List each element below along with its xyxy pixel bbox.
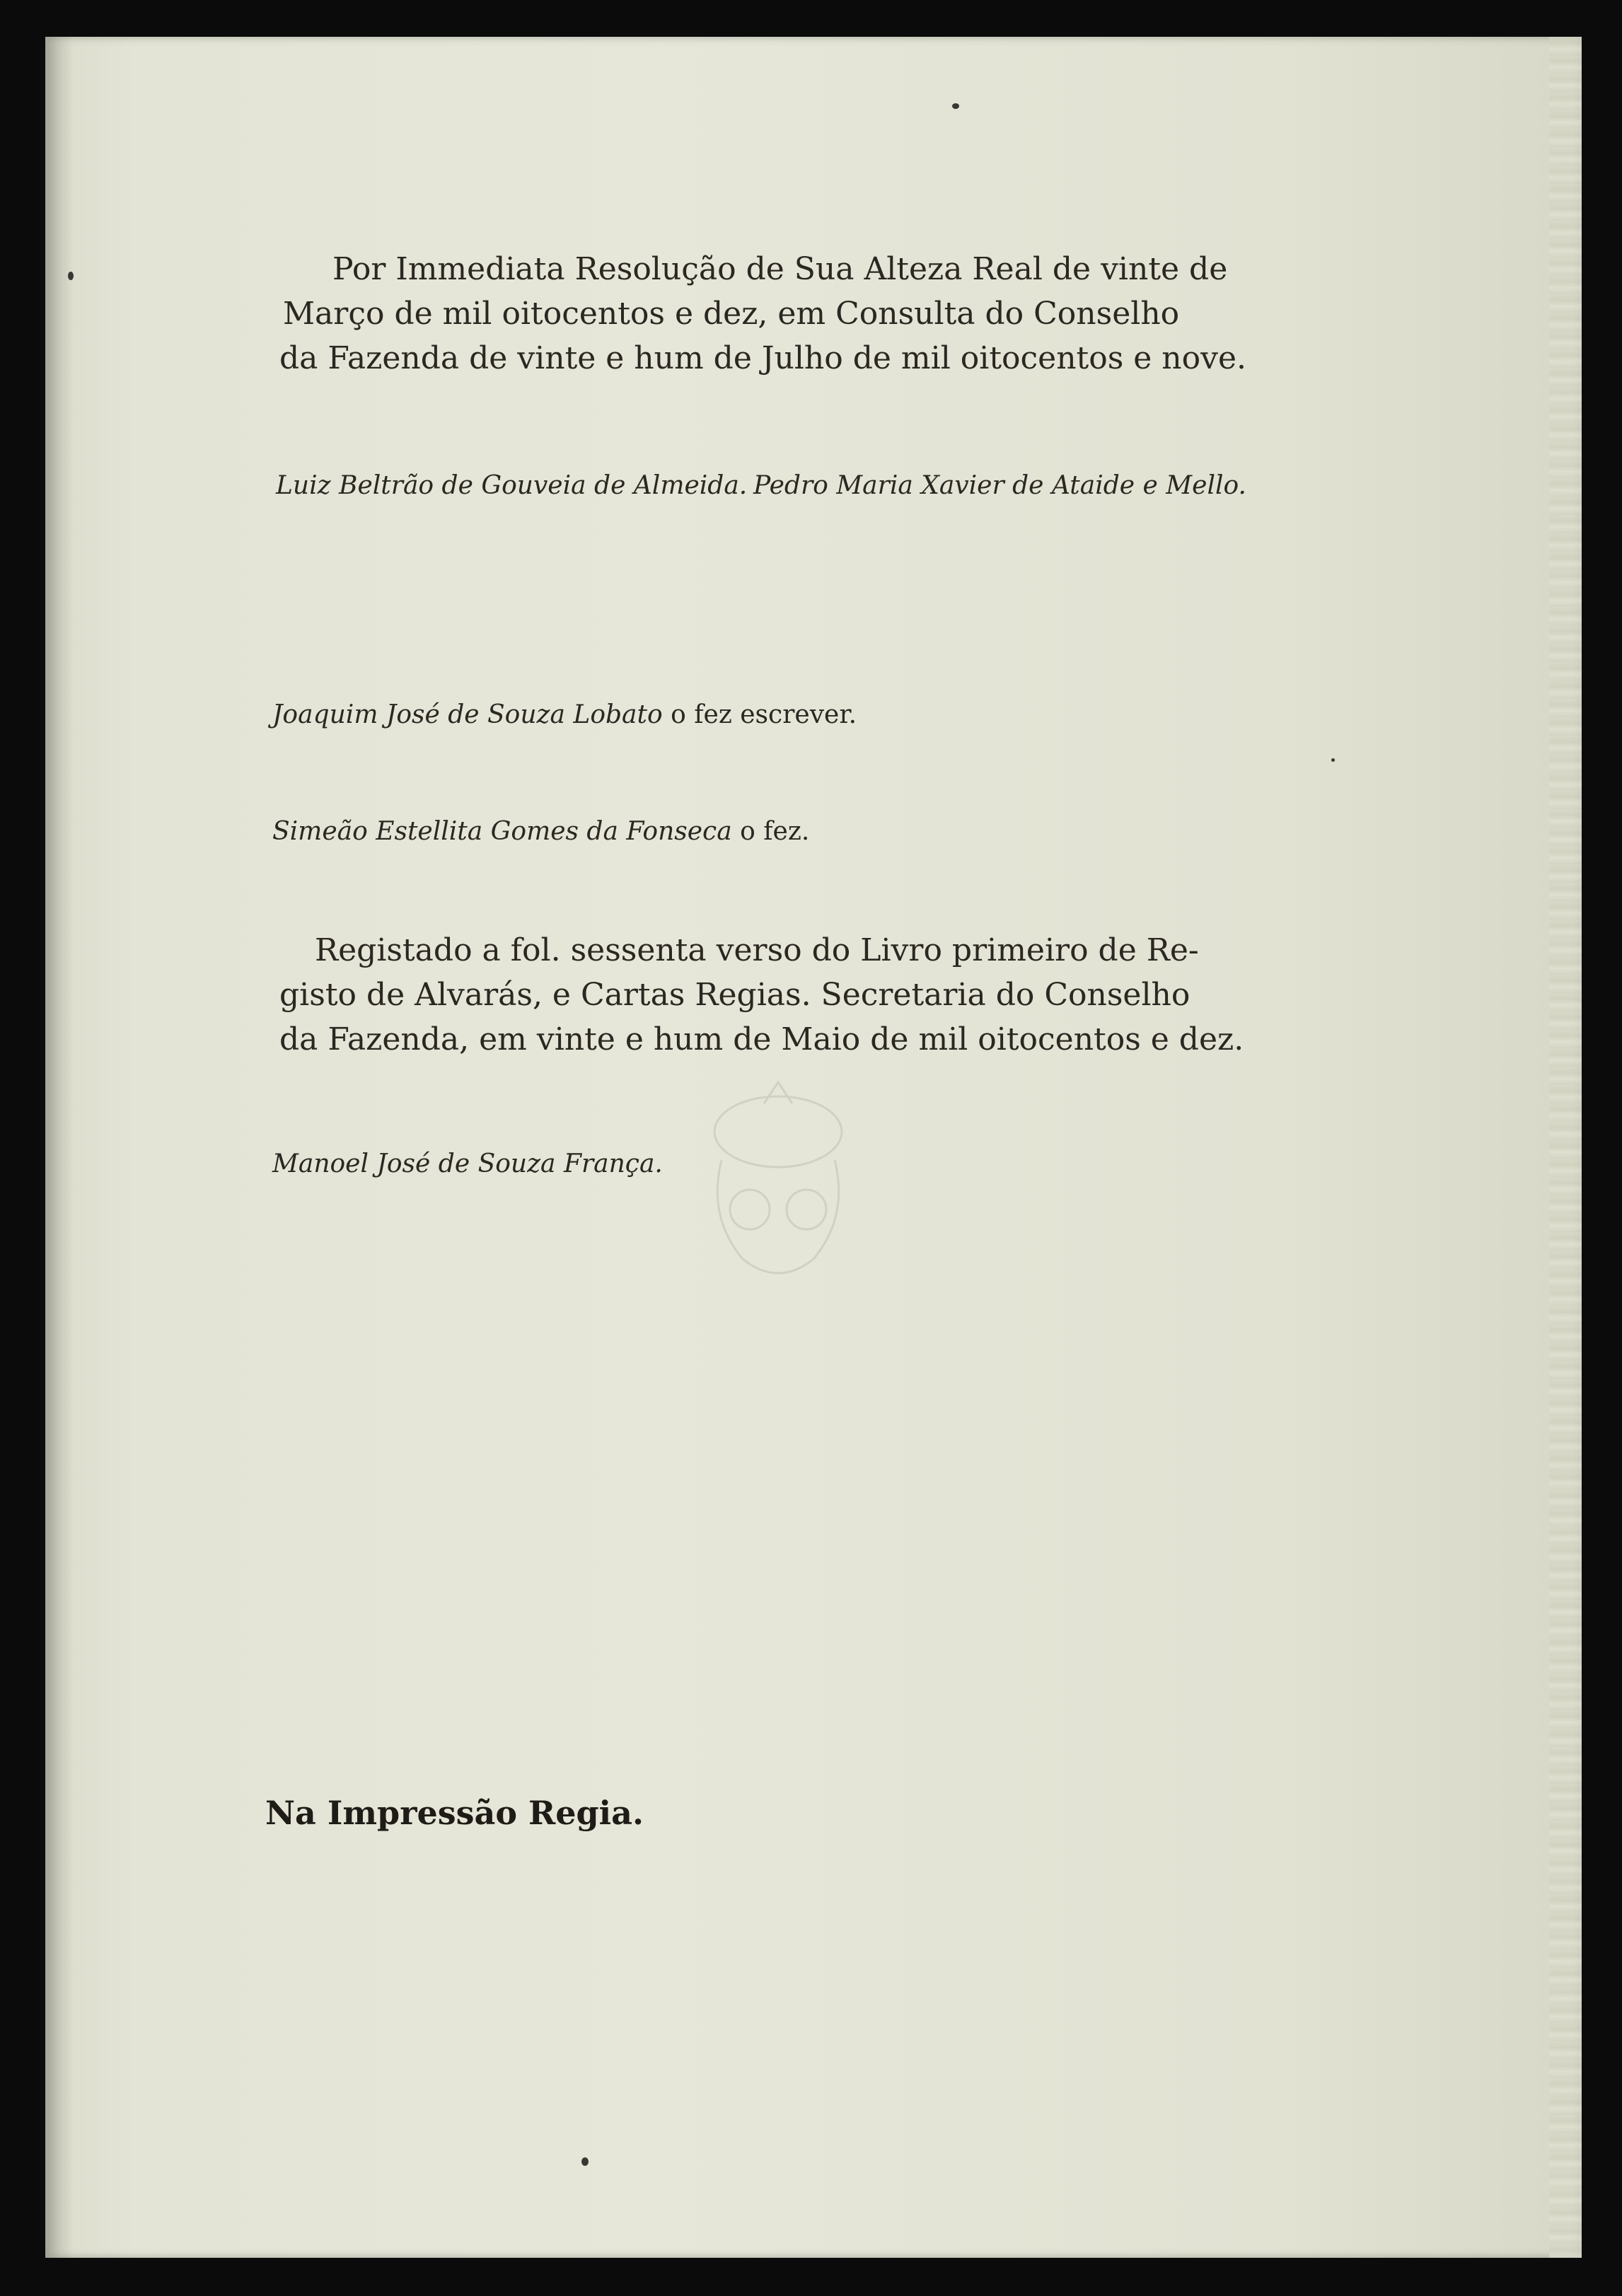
deckle-edge <box>1549 37 1582 2258</box>
printer-imprint: Na Impressão Regia. <box>265 1794 644 1832</box>
ink-speck <box>68 272 74 280</box>
ink-speck <box>581 2157 589 2166</box>
paper-watermark <box>679 1075 877 1301</box>
resolution-line-1: Por Immediata Resolução de Sua Alteza Real de vinte de <box>332 251 1228 287</box>
escrivao-name: Joaquim José de Souza Lobato <box>272 700 663 729</box>
autor-name: Simeão Estellita Gomes da Fonseca <box>272 817 732 846</box>
registrar-signature: Manoel José de Souza França. <box>272 1149 663 1178</box>
autor-line <box>272 817 809 846</box>
resolution-line-3: da Fazenda de vinte e hum de Julho de mil oitocentos e nove. <box>279 340 1247 376</box>
autor-suffix: o fez. <box>740 817 810 846</box>
resolution-line-2: Março de mil oitocentos e dez, em Consulta do Conselho <box>283 296 1180 332</box>
ink-speck <box>1331 758 1335 762</box>
binding-shadow <box>45 37 74 2258</box>
registry-line-1: Registado a fol. sessenta verso do Livro primeiro de Re- <box>315 932 1199 968</box>
ink-speck <box>952 103 959 109</box>
signature-luiz-beltrao: Luiz Beltrão de Gouveia de Almeida. <box>276 471 748 500</box>
escrivao-suffix: o fez escrever. <box>671 700 857 729</box>
registry-line-3: da Fazenda, em vinte e hum de Maio de mil oitocentos e dez. <box>279 1021 1244 1057</box>
escrivao-line <box>272 700 857 729</box>
signature-pedro-maria: Pedro Maria Xavier de Ataide e Mello. <box>753 471 1246 500</box>
registry-line-2: gisto de Alvarás, e Cartas Regias. Secretaria do Conselho <box>279 977 1191 1013</box>
